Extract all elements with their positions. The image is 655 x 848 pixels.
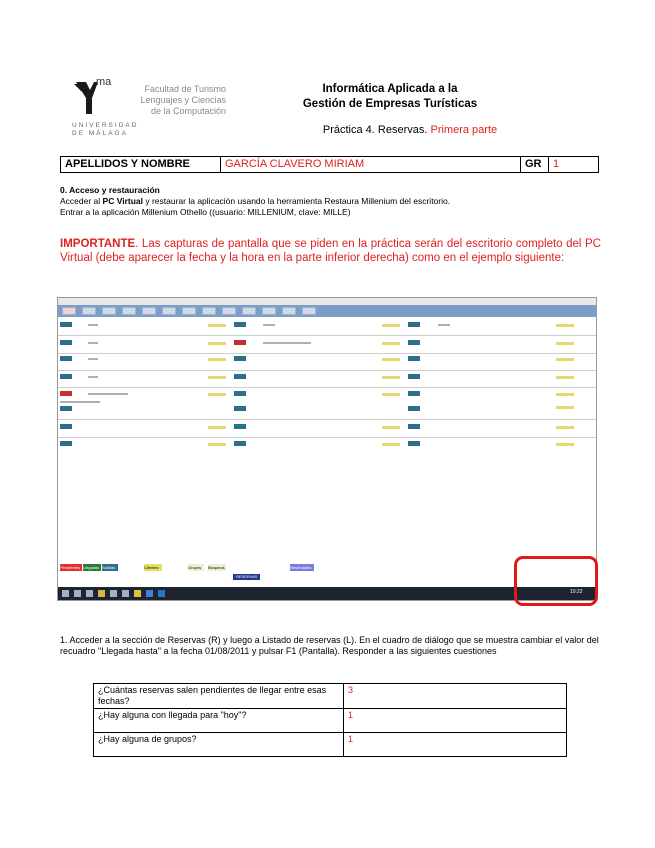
date-cell <box>208 376 226 379</box>
section-line <box>60 196 600 207</box>
cell-text <box>88 324 98 326</box>
room-cell <box>60 406 72 411</box>
row-separator <box>58 419 596 420</box>
cell-text <box>88 393 128 395</box>
row-separator <box>58 353 596 354</box>
table-row <box>94 709 567 733</box>
cell-text <box>88 358 98 360</box>
toolbar-button <box>102 307 116 315</box>
name-label: APELLIDOS Y NOMBRE <box>61 157 221 172</box>
toolbar-button <box>222 307 236 315</box>
practice-part: Primera parte <box>430 124 498 136</box>
room-cell <box>234 406 246 411</box>
toolbar-button <box>202 307 216 315</box>
section-reservations: 1. Acceder a la sección de Reservas (R) y luego a Listado de reservas (L). En el cuadro de diálogo que se muestra cambiar el valor del recuadro "Llegada hasta" a la fecha 01/08/2011 y pulsar F1 (Pantalla). Responder a las siguientes cuestiones <box>60 635 599 656</box>
room-cell <box>408 340 420 345</box>
date-cell <box>382 443 400 446</box>
toolbar-button <box>62 307 76 315</box>
cell-text <box>60 401 100 403</box>
legend-groups: Grupos <box>188 564 204 571</box>
important-label: IMPORTANTE <box>60 238 136 250</box>
toolbar-button <box>142 307 156 315</box>
text-bold: PC Virtual <box>102 196 143 206</box>
status-bar: RESERVAS <box>233 574 260 580</box>
date-cell <box>382 342 400 345</box>
date-cell <box>208 324 226 327</box>
room-cell <box>408 356 420 361</box>
faculty-line: Lenguajes y Ciencias <box>140 95 226 105</box>
toolbar-button <box>162 307 176 315</box>
title-line: Gestión de Empresas Turísticas <box>302 98 478 110</box>
university-line: DE MÁLAGA <box>72 130 128 137</box>
toolbar-button <box>242 307 256 315</box>
room-cell-red <box>234 340 246 345</box>
room-cell <box>60 322 72 327</box>
browser-icon <box>134 590 141 597</box>
faculty-name <box>134 84 226 117</box>
section-heading: 0. Acceso y restauración <box>60 185 160 195</box>
section-access <box>60 185 600 218</box>
date-cell <box>556 324 574 327</box>
legend-departures: Salidas <box>102 564 118 571</box>
table-row <box>94 684 567 709</box>
room-cell <box>408 391 420 396</box>
university-line: UNIVERSIDAD <box>72 122 139 129</box>
room-cell <box>408 374 420 379</box>
app-icon <box>110 590 117 597</box>
room-cell <box>234 441 246 446</box>
document-title <box>280 82 500 112</box>
important-note <box>60 237 601 265</box>
question-cell: ¿Cuántas reservas salen pendientes de llegar entre esas fechas? <box>94 684 344 709</box>
date-cell <box>382 358 400 361</box>
room-cell <box>234 356 246 361</box>
room-cell <box>234 322 246 327</box>
clock-highlight <box>514 556 598 606</box>
date-cell <box>208 426 226 429</box>
app-icon <box>146 590 153 597</box>
date-cell <box>208 358 226 361</box>
question-cell: ¿Hay alguna de grupos? <box>94 733 344 757</box>
start-icon <box>62 590 69 597</box>
room-cell <box>408 424 420 429</box>
date-cell <box>382 324 400 327</box>
room-cell <box>60 374 72 379</box>
row-separator <box>58 370 596 371</box>
date-cell <box>556 358 574 361</box>
legend-arrivals: Llegadas <box>83 565 100 570</box>
room-cell <box>234 391 246 396</box>
date-cell <box>208 443 226 446</box>
faculty-line: de la Computación <box>150 106 226 116</box>
university-name <box>72 122 138 138</box>
legend-blocks: Bloqueos <box>208 565 225 570</box>
toolbar-button <box>282 307 296 315</box>
cell-text <box>263 342 311 344</box>
answer-cell: 3 <box>344 684 567 709</box>
faculty-line: Facultad de Turismo <box>144 84 226 94</box>
date-cell <box>556 406 574 409</box>
cell-text <box>88 376 98 378</box>
legend-clients: Clientes <box>144 564 162 571</box>
room-cell <box>408 322 420 327</box>
taskbar-clock: 10:22 <box>570 589 583 595</box>
toolbar-button <box>262 307 276 315</box>
room-cell <box>60 424 72 429</box>
date-cell <box>208 342 226 345</box>
important-text: . Las capturas de pantalla que se piden en la práctica serán del escritorio completo del PC Virtual (debe aparecer la fecha y la hora en la parte inferior derecha) como en el ejemplo siguiente: <box>60 238 601 264</box>
text-run: y restaurar la aplicación usando la herramienta Restaura Millenium del escritorio. <box>143 196 451 206</box>
practice-number: Práctica 4. Reservas. <box>322 124 428 136</box>
room-cell-red <box>60 391 72 396</box>
answer-cell: 1 <box>344 733 567 757</box>
row-separator <box>58 335 596 336</box>
date-cell <box>556 376 574 379</box>
room-cell <box>408 406 420 411</box>
toolbar-button <box>82 307 96 315</box>
group-label: GR <box>521 157 549 172</box>
search-icon <box>74 590 81 597</box>
name-value: GARCÍA CLAVERO MIRIAM <box>221 157 521 172</box>
date-cell <box>556 426 574 429</box>
cell-text <box>263 324 275 326</box>
room-cell <box>408 441 420 446</box>
room-cell <box>60 356 72 361</box>
example-screenshot <box>57 297 597 601</box>
cell-text <box>438 324 450 326</box>
date-cell <box>382 393 400 396</box>
cell-text <box>88 342 98 344</box>
date-cell <box>556 393 574 396</box>
room-cell <box>234 374 246 379</box>
folder-icon <box>98 590 105 597</box>
date-cell <box>382 426 400 429</box>
toolbar-button <box>122 307 136 315</box>
question-cell: ¿Hay alguna con llegada para "hoy"? <box>94 709 344 733</box>
student-name-table <box>60 156 599 173</box>
date-cell <box>382 376 400 379</box>
group-value: 1 <box>553 158 560 170</box>
app-toolbar <box>58 305 596 317</box>
taskview-icon <box>86 590 93 597</box>
date-cell <box>208 393 226 396</box>
row-separator <box>58 387 596 388</box>
toolbar-button <box>182 307 196 315</box>
window-titlebar <box>58 298 596 305</box>
room-cell <box>234 424 246 429</box>
date-cell <box>556 342 574 345</box>
practice-subtitle <box>300 124 520 136</box>
date-cell <box>556 443 574 446</box>
room-cell <box>60 441 72 446</box>
section-line: Entrar a la aplicación Millenium Othello ((usuario: MILLENIUM, clave: MILLE) <box>60 207 351 217</box>
title-line: Informática Aplicada a la <box>322 83 458 95</box>
logo-text: ma <box>96 76 112 88</box>
questions-table <box>93 683 567 757</box>
edge-icon <box>158 590 165 597</box>
university-logo <box>72 78 116 118</box>
app-icon <box>122 590 129 597</box>
legend-pending: Pendientes <box>60 565 81 570</box>
table-row <box>94 733 567 757</box>
legend-reserved: Reservadas <box>290 564 314 571</box>
room-cell <box>60 340 72 345</box>
toolbar-button <box>302 307 316 315</box>
text-run: Acceder al <box>60 196 103 206</box>
row-separator <box>58 437 596 438</box>
answer-cell: 1 <box>344 709 567 733</box>
